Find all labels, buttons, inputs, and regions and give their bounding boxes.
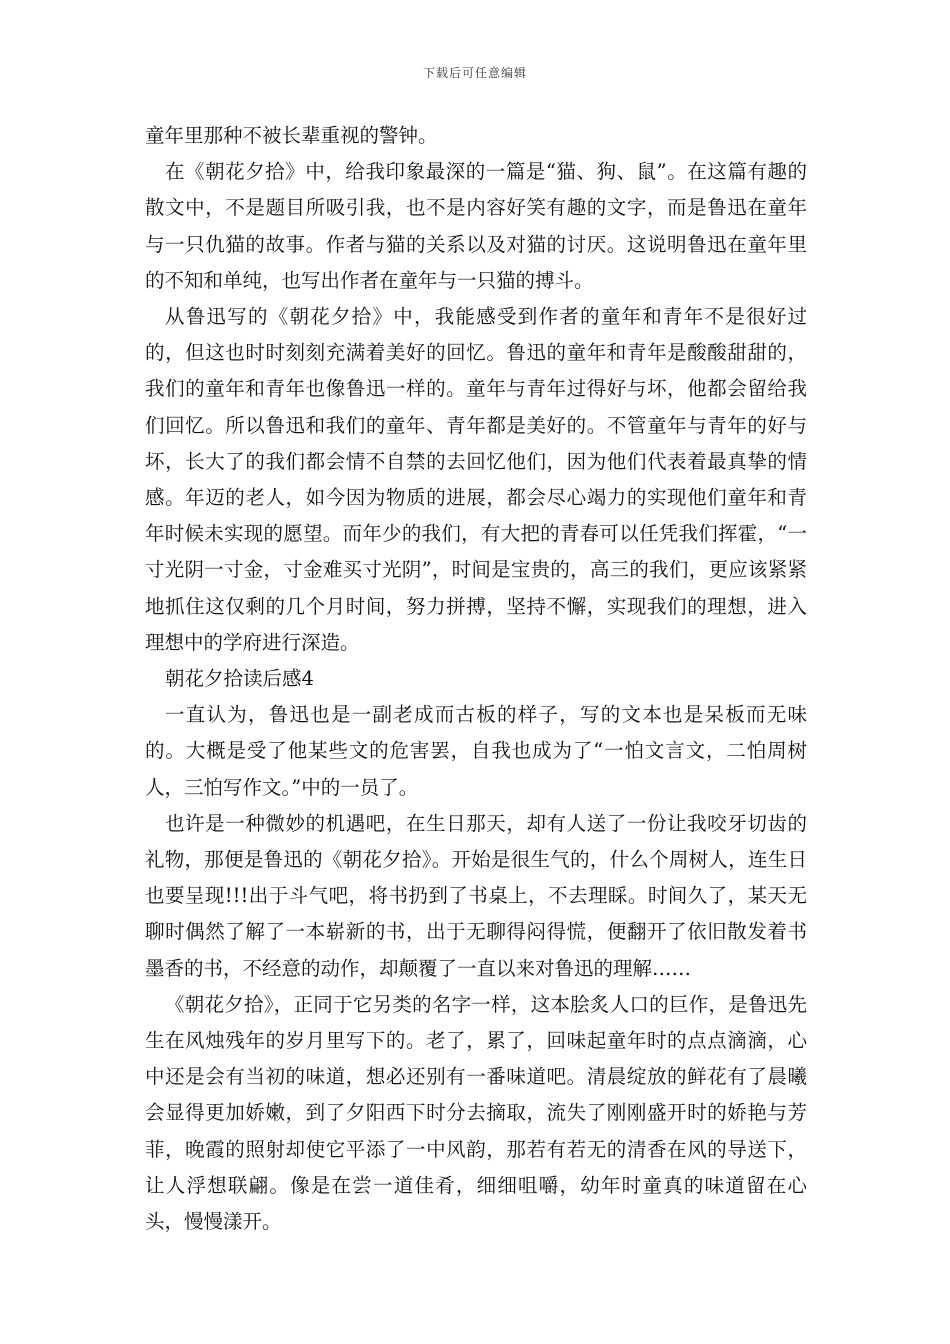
paragraph: 一直认为，鲁迅也是一副老成而古板的样子，写的文本也是呆板而无味的。大概是受了他某些文的危害罢，自我也成为了“一怕文言文，二怕周树人，三怕写作文。”中的一员了。 [145,703,807,799]
paragraph: 也许是一种微妙的机遇吧，在生日那天，却有人送了一份让我咬牙切齿的礼物，那便是鲁迅的《朝花夕拾》。开始是很生气的，什么个周树人，连生日也要呈现!!!出于斗气吧，将书扔到了书桌上，不去理睬。时间久了，某天无聊时偶然了解了一本崭新的书，出于无聊得闷得慌，便翻开了依旧散发着书墨香的书，不经意的动作，却颠覆了一直以来对鲁迅的理解…… [145,811,807,980]
paragraph: 从鲁迅写的《朝花夕拾》中，我能感受到作者的童年和青年不是很好过的，但这也时时刻刻充满着美好的回忆。鲁迅的童年和青年是酸酸甜甜的，我们的童年和青年也像鲁迅一样的。童年与青年过得好与坏，他都会留给我们回忆。所以鲁迅和我们的童年、青年都是美好的。不管童年与青年的好与坏，长大了的我们都会情不自禁的去回忆他们，因为他们代表着最真挚的情感。年迈的老人，如今因为物质的进展，都会尽心竭力的实现他们童年和青年时候未实现的愿望。而年少的我们，有大把的青春可以任凭我们挥霍，“一寸光阴一寸金，寸金难买寸光阴”，时间是宝贵的，高三的我们，更应该紧紧地抓住这仅剩的几个月时间，努力拼搏，坚持不懈，实现我们的理想，进入理想中的学府进行深造。 [145,305,807,654]
article-body [145,118,807,1240]
paragraph: 童年里那种不被长辈重视的警钟。 [145,124,438,147]
section-heading: 朝花夕拾读后感4 [165,667,314,691]
paragraph: 《朝花夕拾》，正同于它另类的名字一样，这本脍炙人口的巨作，是鲁迅先生在风烛残年的岁月里写下的。老了，累了，回味起童年时的点点滴滴，心中还是会有当初的味道，想必还别有一番味道吧。清晨绽放的鲜花有了晨曦会显得更加娇嫩，到了夕阳西下时分去摘取，流失了刚刚盛开时的娇艳与芳菲，晚霞的照射却使它平添了一中风韵，那若有若无的清香在风的导送下，让人浮想联翩。像是在尝一道佳肴，细细咀嚼，幼年时童真的味道留在心头，慢慢漾开。 [145,992,807,1234]
page-header-note: 下载后可任意编辑 [422,66,527,80]
paragraph: 在《朝花夕拾》中，给我印象最深的一篇是“猫、狗、鼠”。在这篇有趣的散文中，不是题目所吸引我，也不是内容好笑有趣的文字，而是鲁迅在童年与一只仇猫的故事。作者与猫的关系以及对猫的讨厌。这说明鲁迅在童年里的不知和单纯，也写出作者在童年与一只猫的搏斗。 [145,160,807,292]
